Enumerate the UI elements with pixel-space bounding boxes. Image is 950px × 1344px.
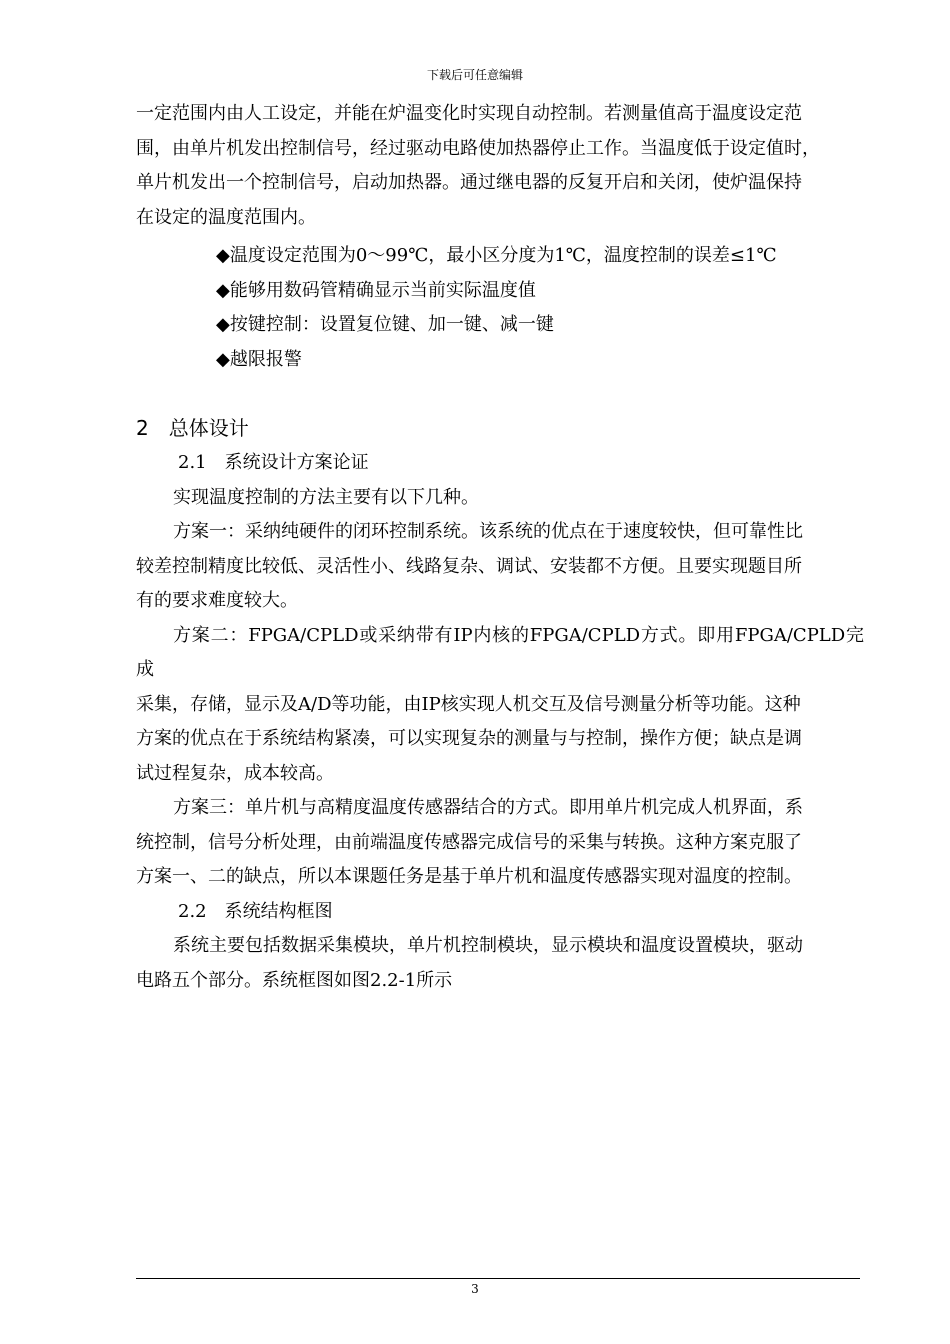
list-item: ◆能够用数码管精确显示当前实际温度值 bbox=[216, 279, 536, 301]
footer-divider bbox=[136, 1278, 860, 1279]
text-line: 方案的优点在于系统结构紧凑，可以实现复杂的测量与与控制，操作方便；缺点是调 bbox=[136, 728, 802, 749]
text-line: 方案一：采纳纯硬件的闭环控制系统。该系统的优点在于速度较快，但可靠性比 bbox=[173, 521, 803, 542]
intro-paragraph bbox=[136, 97, 864, 235]
page-number: 3 bbox=[471, 1282, 479, 1296]
text-line: 试过程复杂，成本较高。 bbox=[136, 762, 334, 784]
text-line: 方案一、二的缺点，所以本课题任务是基于单片机和温度传感器实现对温度的控制。 bbox=[136, 866, 802, 887]
text-line: 围，由单片机发出控制信号，经过驱动电路使加热器停止工作。当温度低于设定值时， bbox=[136, 137, 820, 159]
section-2-body bbox=[136, 446, 864, 998]
text-line: 系统主要包括数据采集模块，单片机控制模块，显示模块和温度设置模块，驱动 bbox=[173, 935, 803, 956]
section-2 bbox=[136, 414, 864, 442]
text-line: 采集，存储，显示及A/D等功能，由IP核实现人机交互及信号测量分析等功能。这种 bbox=[136, 693, 801, 715]
subsection-heading: 2.1 系统设计方案论证 bbox=[178, 452, 369, 473]
page-header: 下载后可任意编辑 bbox=[426, 68, 523, 82]
text-line: 实现温度控制的方法主要有以下几种。 bbox=[173, 486, 479, 508]
list-item: ◆越限报警 bbox=[216, 348, 302, 370]
text-line: 较差控制精度比较低、灵活性小、线路复杂、调试、安装都不方便。且要实现题目所 bbox=[136, 555, 802, 577]
text-line: 在设定的温度范围内。 bbox=[136, 206, 316, 228]
list-item: ◆温度设定范围为0～99℃，最小区分度为1℃，温度控制的误差≤1℃ bbox=[216, 245, 777, 266]
text-line: 电路五个部分。系统框图如图2.2-1所示 bbox=[136, 969, 453, 991]
text-line: 方案二：FPGA/CPLD或采纳带有IP内核的FPGA/CPLD方式。即用FPGA/CPLD完成 bbox=[136, 624, 864, 680]
text-line: 方案三：单片机与高精度温度传感器结合的方式。即用单片机完成人机界面，系 bbox=[173, 797, 803, 818]
text-line: 一定范围内由人工设定，并能在炉温变化时实现自动控制。若测量值高于温度设定范 bbox=[136, 103, 802, 124]
text-line: 统控制，信号分析处理，由前端温度传感器完成信号的采集与转换。这种方案克服了 bbox=[136, 831, 802, 853]
subsection-heading: 2.2 系统结构框图 bbox=[178, 900, 333, 922]
list-item: ◆按键控制：设置复位键、加一键、减一键 bbox=[216, 314, 554, 335]
text-line: 单片机发出一个控制信号，启动加热器。通过继电器的反复开启和关闭，使炉温保持 bbox=[136, 172, 802, 193]
section-heading: 2 总体设计 bbox=[136, 416, 249, 440]
bullet-list bbox=[136, 239, 864, 377]
text-line: 有的要求难度较大。 bbox=[136, 590, 298, 611]
